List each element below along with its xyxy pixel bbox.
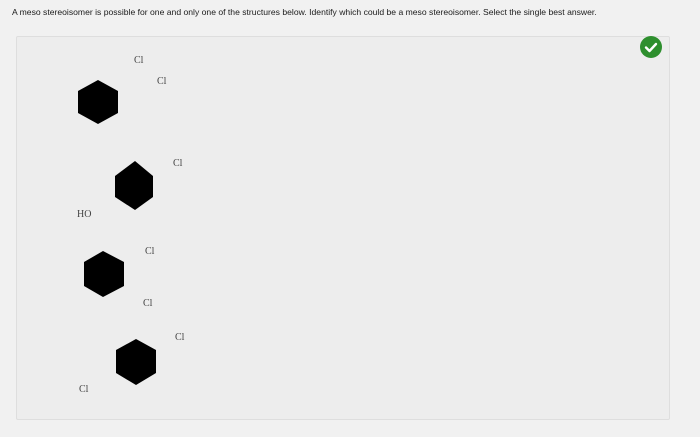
- bond-b-1: [153, 165, 171, 176]
- structure-b[interactable]: [77, 158, 183, 220]
- hydroxyl-label-b: HO: [77, 209, 92, 220]
- cyclohexane-ring-d: [116, 339, 156, 385]
- chlorine-label-a1: Cl: [134, 55, 144, 66]
- cyclohexane-ring-c: [84, 251, 124, 297]
- bond-b-2: [99, 197, 115, 213]
- structure-a[interactable]: [78, 55, 167, 124]
- bond-d-2: [92, 373, 116, 387]
- question-text: A meso stereoisomer is possible for one and only one of the structures below. Identify which could be a meso stereoisomer. Select the single best answer.: [12, 7, 597, 17]
- bond-c-2: [124, 286, 142, 297]
- cyclohexane-ring-b: [115, 161, 153, 210]
- chlorine-label-a2: Cl: [157, 76, 167, 87]
- chlorine-label-d1: Cl: [175, 332, 185, 343]
- chlorine-label-c1: Cl: [145, 246, 155, 257]
- structure-d[interactable]: [79, 332, 185, 395]
- cyclohexane-ring-a: [78, 80, 118, 124]
- bond-c-1: [124, 252, 142, 262]
- chlorine-label-b: Cl: [173, 158, 183, 169]
- structure-c[interactable]: [84, 246, 155, 309]
- bond-d-1: [156, 340, 173, 350]
- chlorine-label-c2: Cl: [143, 298, 153, 309]
- chlorine-label-d2: Cl: [79, 384, 89, 395]
- bond-a-1: [118, 80, 137, 91]
